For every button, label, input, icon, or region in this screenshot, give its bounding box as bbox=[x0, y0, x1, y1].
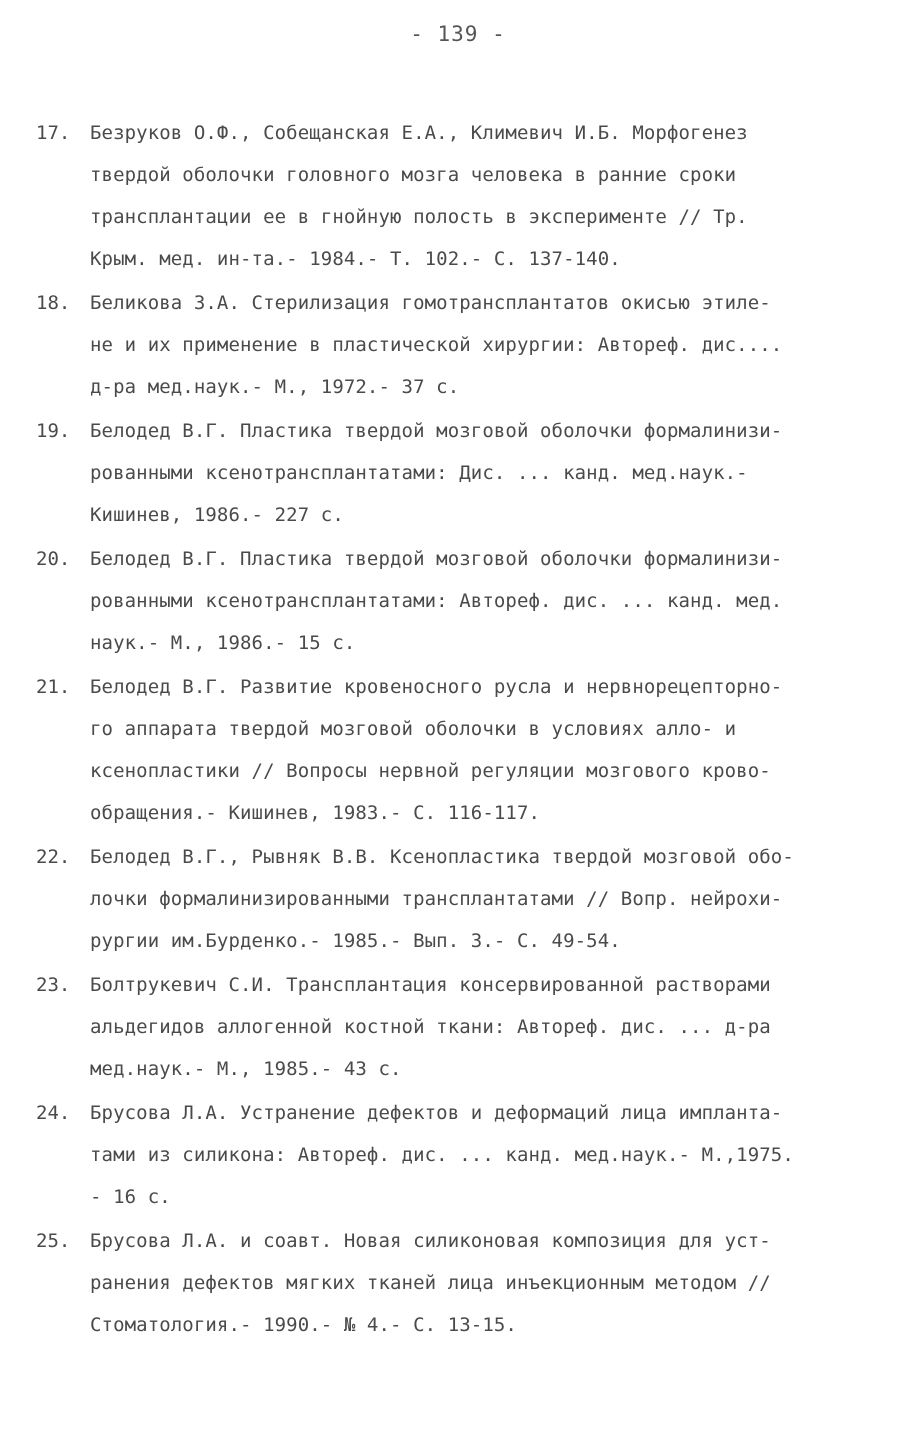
reference-line: тами из силикона: Автореф. дис. ... канд. мед.наук.- М.,1975. bbox=[90, 1144, 794, 1166]
reference-text bbox=[90, 538, 886, 664]
reference-text bbox=[90, 666, 886, 834]
reference-line: д-ра мед.наук.- М., 1972.- 37 с. bbox=[90, 376, 460, 398]
reference-number: 17. bbox=[36, 122, 71, 144]
reference-line: Крым. мед. ин-та.- 1984.- Т. 102.- С. 137-140. bbox=[90, 248, 621, 270]
reference-item bbox=[36, 1092, 886, 1218]
reference-item bbox=[36, 112, 886, 280]
page-number: - 139 - bbox=[410, 22, 506, 46]
reference-line: лочки формалинизированными трансплантатами // Вопр. нейрохи- bbox=[90, 888, 783, 910]
reference-item bbox=[36, 964, 886, 1090]
reference-line: рованными ксенотрансплантатами: Автореф. дис. ... канд. мед. bbox=[90, 590, 783, 612]
reference-item bbox=[36, 282, 886, 408]
reference-line: рованными ксенотрансплантатами: Дис. ... канд. мед.наук.- bbox=[90, 462, 748, 484]
reference-number: 24. bbox=[36, 1102, 71, 1124]
reference-text bbox=[90, 1092, 886, 1218]
reference-line: не и их применение в пластической хирургии: Автореф. дис.... bbox=[90, 334, 783, 356]
reference-line: Белодед В.Г. Пластика твердой мозговой оболочки формалинизи- bbox=[90, 548, 783, 570]
reference-line: наук.- М., 1986.- 15 с. bbox=[90, 632, 356, 654]
reference-line: Брусова Л.А. Устранение дефектов и деформаций лица имплантa- bbox=[90, 1102, 783, 1124]
reference-text bbox=[90, 964, 886, 1090]
reference-line: Стоматология.- 1990.- № 4.- С. 13-15. bbox=[90, 1314, 517, 1336]
reference-item bbox=[36, 1220, 886, 1346]
reference-text bbox=[90, 410, 886, 536]
reference-item bbox=[36, 836, 886, 962]
reference-line: Беликова З.А. Стерилизация гомотрансплантатов окисью этиле- bbox=[90, 292, 771, 314]
reference-number: 25. bbox=[36, 1230, 71, 1252]
reference-line: твердой оболочки головного мозга человека в ранние сроки bbox=[90, 164, 737, 186]
reference-line: го аппарата твердой мозговой оболочки в условиях алло- и bbox=[90, 718, 737, 740]
reference-line: Кишинев, 1986.- 227 с. bbox=[90, 504, 344, 526]
reference-line: ксенопластики // Вопросы нервной регуляции мозгового крово- bbox=[90, 760, 771, 782]
reference-line: Белодед В.Г. Пластика твердой мозговой оболочки формалинизи- bbox=[90, 420, 783, 442]
reference-line: Безруков О.Ф., Собещанская Е.А., Климевич И.Б. Морфогенез bbox=[90, 122, 748, 144]
reference-line: Белодед В.Г., Рывняк В.В. Ксенопластика твердой мозговой обо- bbox=[90, 846, 794, 868]
reference-number: 21. bbox=[36, 676, 71, 698]
reference-list bbox=[36, 112, 886, 1348]
reference-line: Болтрукевич С.И. Трансплантация консервированной растворами bbox=[90, 974, 771, 996]
reference-line: рургии им.Бурденко.- 1985.- Вып. 3.- С. 49-54. bbox=[90, 930, 621, 952]
reference-item bbox=[36, 538, 886, 664]
reference-text bbox=[90, 836, 886, 962]
reference-line: ранения дефектов мягких тканей лица инъекционным методом // bbox=[90, 1272, 771, 1294]
reference-line: Брусова Л.А. и соавт. Новая силиконовая композиция для уст- bbox=[90, 1230, 771, 1252]
reference-line: трансплантации ее в гнойную полость в эксперименте // Тр. bbox=[90, 206, 748, 228]
reference-text bbox=[90, 282, 886, 408]
reference-number: 23. bbox=[36, 974, 71, 996]
reference-number: 22. bbox=[36, 846, 71, 868]
reference-number: 19. bbox=[36, 420, 71, 442]
reference-number: 20. bbox=[36, 548, 71, 570]
reference-line: альдегидов аллогенной костной ткани: Автореф. дис. ... д-ра bbox=[90, 1016, 771, 1038]
reference-text bbox=[90, 112, 886, 280]
reference-line: - 16 с. bbox=[90, 1186, 171, 1208]
reference-line: обращения.- Кишинев, 1983.- С. 116-117. bbox=[90, 802, 541, 824]
reference-item bbox=[36, 666, 886, 834]
reference-line: мед.наук.- М., 1985.- 43 с. bbox=[90, 1058, 402, 1080]
reference-item bbox=[36, 410, 886, 536]
reference-number: 18. bbox=[36, 292, 71, 314]
reference-line: Белодед В.Г. Развитие кровеносного русла и нервнорецепторно- bbox=[90, 676, 783, 698]
reference-text bbox=[90, 1220, 886, 1346]
